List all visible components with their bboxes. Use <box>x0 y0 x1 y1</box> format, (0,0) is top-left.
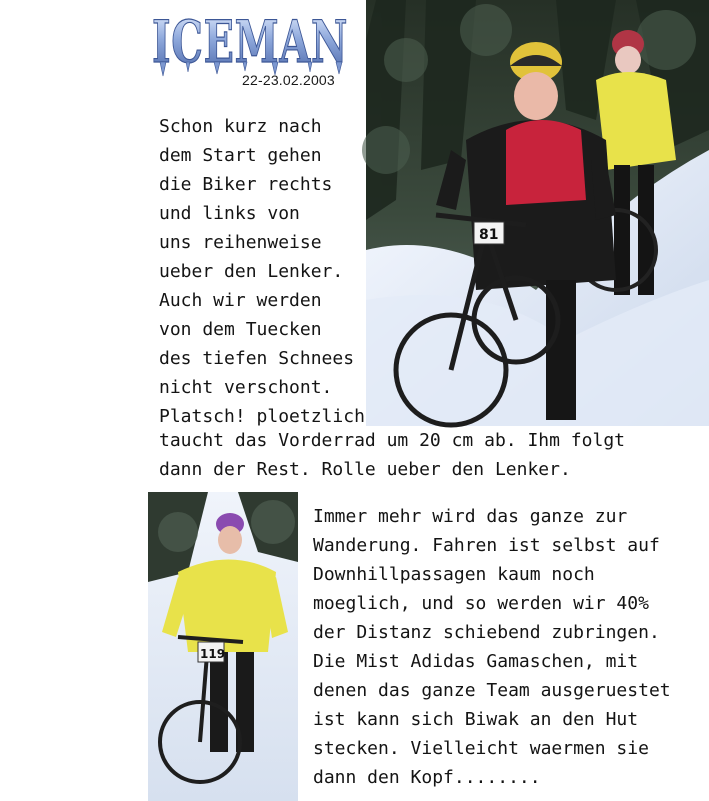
text-line: des tiefen Schnees <box>159 348 355 369</box>
text-line: von dem Tuecken <box>159 319 322 340</box>
iceman-logo-text: ICEMAN <box>152 8 348 76</box>
iceman-logo-graphic <box>148 2 353 80</box>
text-line: Wanderung. Fahren ist selbst auf <box>313 535 660 556</box>
text-line: Schon kurz nach <box>159 116 322 137</box>
text-line: nicht verschont. <box>159 377 333 398</box>
text-line: ueber den Lenker. <box>159 261 344 282</box>
text-line: Die Mist Adidas Gamaschen, mit <box>313 651 639 672</box>
photo-rider-yellow-jacket <box>148 492 298 801</box>
article-text-wide <box>159 426 625 484</box>
text-line: ist kann sich Biwak an den Hut <box>313 709 639 730</box>
text-line: uns reihenweise <box>159 232 322 253</box>
photo-bikers-in-snow <box>366 0 709 426</box>
article-text-right <box>313 502 671 792</box>
text-line: taucht das Vorderrad um 20 cm ab. Ihm folgt <box>159 430 625 451</box>
iceman-logo <box>148 2 353 80</box>
text-line: dann den Kopf........ <box>313 767 541 788</box>
bike-number-top: 81 <box>479 227 499 243</box>
rider-yellow-jacket-image <box>148 492 298 801</box>
text-line: dann der Rest. Rolle ueber den Lenker. <box>159 459 571 480</box>
text-line: Platsch! ploetzlich <box>159 406 365 427</box>
text-line: Auch wir werden <box>159 290 322 311</box>
event-date: 22-23.02.2003 <box>242 72 335 88</box>
bike-number-bottom: 119 <box>200 647 226 661</box>
text-line: Immer mehr wird das ganze zur <box>313 506 628 527</box>
text-line: stecken. Vielleicht waermen sie <box>313 738 649 759</box>
text-line: und links von <box>159 203 300 224</box>
article-text-left <box>159 112 365 431</box>
text-line: die Biker rechts <box>159 174 333 195</box>
text-line: moeglich, und so werden wir 40% <box>313 593 649 614</box>
text-line: dem Start gehen <box>159 145 322 166</box>
text-line: Downhillpassagen kaum noch <box>313 564 595 585</box>
text-line: denen das ganze Team ausgeruestet <box>313 680 671 701</box>
bikers-in-snow-image <box>366 0 709 426</box>
text-line: der Distanz schiebend zubringen. <box>313 622 660 643</box>
